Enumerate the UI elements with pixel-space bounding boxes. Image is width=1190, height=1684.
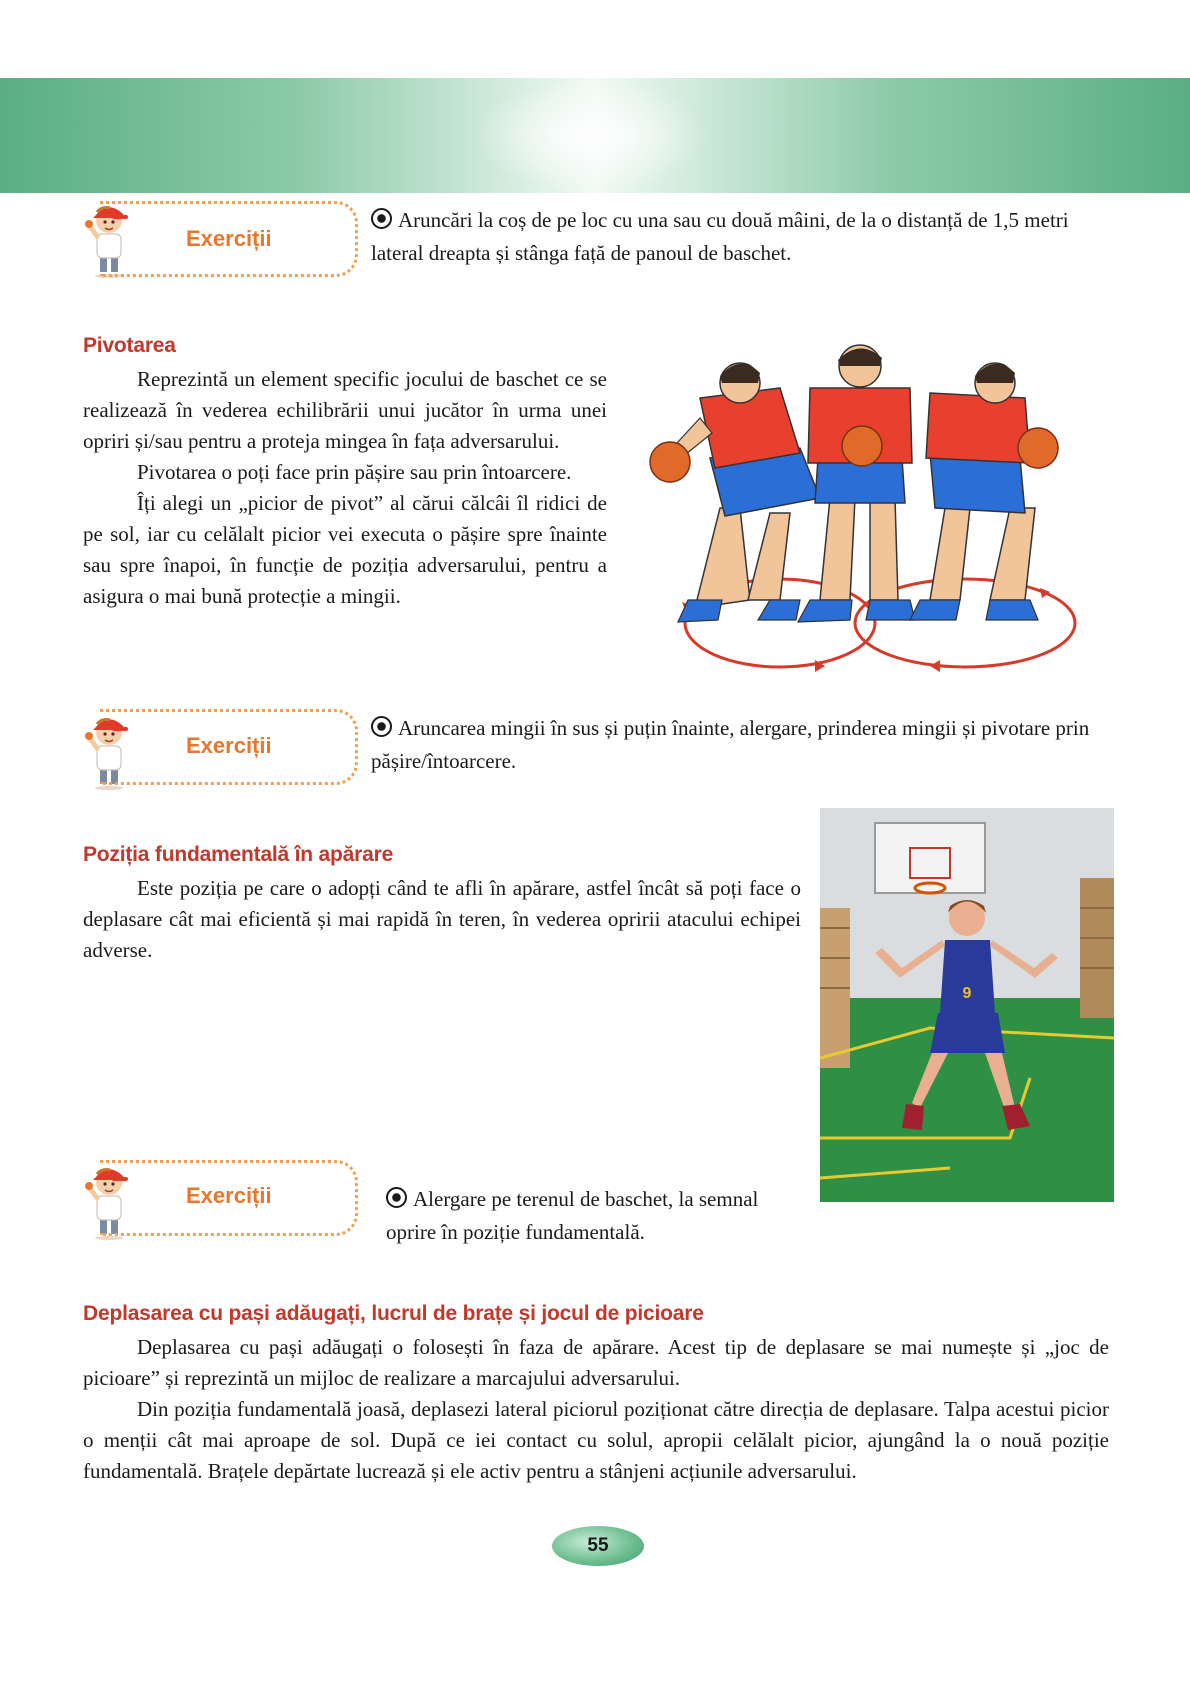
soccer-ball-icon bbox=[386, 1187, 407, 1208]
defense-position-photo bbox=[820, 808, 1114, 1202]
exercise-text: Aruncarea mingii în sus și puțin înainte, alergare, prinderea mingii și pivotare prin pășire/întoarcere. bbox=[371, 716, 1090, 773]
section-title-deplasarea: Deplasarea cu pași adăugați, lucrul de brațe și jocul de picioare bbox=[83, 1302, 704, 1325]
pivot-illustration bbox=[630, 338, 1114, 676]
section-title-pozitia: Poziția fundamentală în apărare bbox=[83, 843, 394, 866]
exercise-text: Aruncări la coș de pe loc cu una sau cu două mâini, de la o distanță de 1,5 metri lateral dreapta și stânga față de panoul de baschet. bbox=[371, 208, 1069, 265]
jersey-number: 9 bbox=[962, 985, 972, 1002]
exercise-label: Exerciții bbox=[186, 1183, 272, 1208]
page-number: 55 bbox=[552, 1526, 644, 1566]
pivotarea-text: Reprezintă un element specific jocului de baschet ce se realizează în vederea echilibrării unui jucător în urma unei opriri și/sau pentru a proteja mingea în fața adversarului. Pivotarea o poți face prin pășire sau prin întoarcere. Îți alegi un „picior de pivot” al cărui călcâi îl ridici de pe sol, iar cu celălalt picior vei executa o pășire spre înainte sau spre înapoi, în funcție de poziția adversarului, pentru a asigura o mai bună protecție a mingii. bbox=[83, 367, 607, 608]
soccer-ball-icon bbox=[371, 716, 392, 737]
deplasarea-text: Deplasarea cu pași adăugați o folosești în faza de apărare. Acest tip de deplasare se mai numește și „joc de picioare” și reprezintă un mijloc de realizare a marcajului adversarului. Din poziția fundamentală joasă, deplasezi lateral piciorul poziționat către direcția de deplasare. Talpa acestui picior o menții cât mai aproape de sol. După ce iei contact cu solul, apropii celălalt picior, ajungând la o nouă poziție fundamentală. Brațele depărtate lucrează și ele activ pentru a stânjeni acțiunile adversarului. bbox=[83, 1335, 1109, 1483]
pozitia-text: Este poziția pe care o adopți când te afli în apărare, astfel încât să poți face o deplasare cât mai eficientă și mai rapidă în teren, în vederea opririi atacului echipei adverse. bbox=[83, 876, 801, 962]
exercise-text: Alergare pe terenul de baschet, la semnal oprire în poziție fundamentală. bbox=[386, 1187, 759, 1244]
exercise-label: Exerciții bbox=[186, 226, 272, 251]
soccer-ball-icon bbox=[371, 208, 392, 229]
exercise-label: Exerciții bbox=[186, 733, 272, 758]
section-title-pivotarea: Pivotarea bbox=[83, 334, 176, 357]
header-glow bbox=[470, 78, 710, 193]
